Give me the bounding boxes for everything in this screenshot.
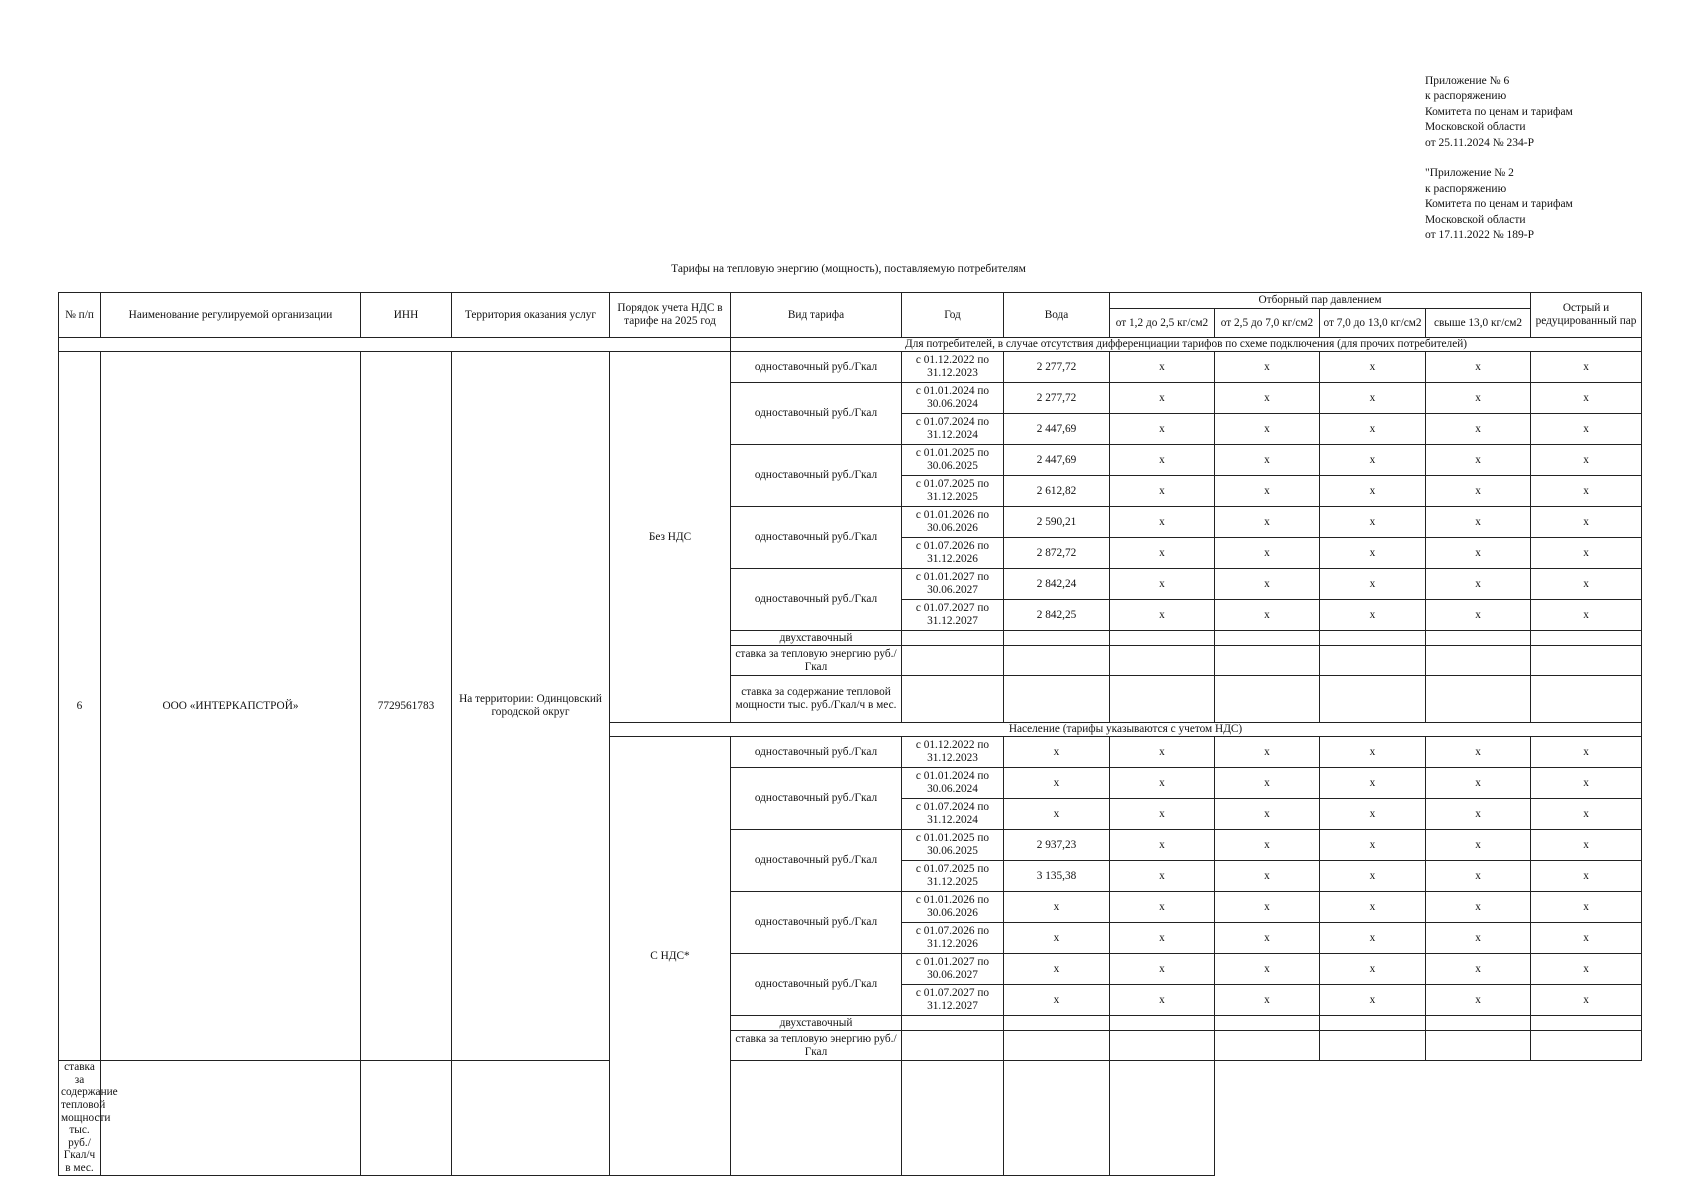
empty-cell — [1004, 676, 1110, 723]
section-spacer — [59, 338, 731, 352]
steam-cell: x — [1110, 569, 1215, 600]
steam-cell: x — [1110, 768, 1215, 799]
steam-cell: x — [1215, 383, 1320, 414]
section-population: Население (тарифы указываются с учетом НДС) — [610, 723, 1642, 737]
empty-cell — [1110, 1031, 1215, 1061]
steam-cell: x — [1320, 600, 1426, 631]
empty-cell — [1531, 1031, 1642, 1061]
steam-cell: x — [1320, 954, 1426, 985]
period: с 01.12.2022 по 31.12.2023 — [902, 352, 1004, 383]
steam-cell: x — [1531, 861, 1642, 892]
tariff-label: одноставочный руб./Гкал — [731, 892, 902, 954]
period: с 01.01.2027 по 30.06.2027 — [902, 954, 1004, 985]
steam-cell: x — [1531, 445, 1642, 476]
water-value: 2 612,82 — [1004, 476, 1110, 507]
steam-cell: x — [1531, 892, 1642, 923]
steam-cell: x — [1215, 830, 1320, 861]
empty-cell — [731, 1061, 902, 1176]
steam-cell: x — [1426, 445, 1531, 476]
vat-with: С НДС* — [610, 737, 731, 1176]
appendix-line: Комитета по ценам и тарифам — [1425, 105, 1573, 118]
empty-cell — [1215, 676, 1320, 723]
appendix-line: Московской области — [1425, 121, 1526, 134]
header-steam-3: от 7,0 до 13,0 кг/см2 — [1320, 309, 1426, 338]
empty-cell — [1320, 1016, 1426, 1031]
steam-cell: x — [1215, 954, 1320, 985]
period: с 01.07.2024 по 31.12.2024 — [902, 414, 1004, 445]
period: с 01.01.2027 по 30.06.2027 — [902, 569, 1004, 600]
tariff-label: одноставочный руб./Гкал — [731, 768, 902, 830]
energy-rate-label: ставка за тепловую энергию руб./Гкал — [731, 1031, 902, 1061]
header-water: Вода — [1004, 293, 1110, 338]
appendix-line: "Приложение № 2 — [1425, 167, 1514, 180]
water-value: x — [1004, 985, 1110, 1016]
empty-cell — [1531, 646, 1642, 676]
steam-cell: x — [1426, 600, 1531, 631]
empty-cell — [902, 676, 1004, 723]
steam-cell: x — [1320, 445, 1426, 476]
period: с 01.07.2027 по 31.12.2027 — [902, 985, 1004, 1016]
period: с 01.01.2025 по 30.06.2025 — [902, 445, 1004, 476]
water-value: 2 277,72 — [1004, 352, 1110, 383]
empty-cell — [1110, 1016, 1215, 1031]
empty-cell — [101, 1061, 361, 1176]
appendix-note — [1425, 74, 1573, 243]
water-value: 2 937,23 — [1004, 830, 1110, 861]
capacity-rate-label: ставка за содержание тепловой мощности тыс. руб./Гкал/ч в мес. — [59, 1061, 101, 1176]
appendix-line: от 25.11.2024 № 234-Р — [1425, 136, 1535, 149]
steam-cell: x — [1531, 352, 1642, 383]
empty-cell — [1110, 676, 1215, 723]
period: с 01.07.2026 по 31.12.2026 — [902, 538, 1004, 569]
tariff-label: одноставочный руб./Гкал — [731, 830, 902, 892]
empty-cell — [902, 1031, 1004, 1061]
steam-cell: x — [1426, 352, 1531, 383]
steam-cell: x — [1531, 569, 1642, 600]
vat-without: Без НДС — [610, 352, 731, 723]
steam-cell: x — [1110, 737, 1215, 768]
steam-cell: x — [1531, 600, 1642, 631]
empty-cell — [361, 1061, 452, 1176]
empty-cell — [1004, 1061, 1110, 1176]
steam-cell: x — [1320, 768, 1426, 799]
period: с 01.07.2024 по 31.12.2024 — [902, 799, 1004, 830]
appendix-line: к распоряжению — [1425, 90, 1507, 103]
empty-cell — [1320, 631, 1426, 646]
water-value: 2 842,25 — [1004, 600, 1110, 631]
steam-cell: x — [1426, 737, 1531, 768]
steam-cell: x — [1215, 476, 1320, 507]
section-other-consumers: Для потребителей, в случае отсутствия дифференциации тарифов по схеме подключения (для прочих потребителей) — [731, 338, 1642, 352]
tariff-label: одноставочный руб./Гкал — [731, 954, 902, 1016]
steam-cell: x — [1426, 414, 1531, 445]
steam-cell: x — [1215, 569, 1320, 600]
two-part-label: двухставочный — [731, 631, 902, 646]
steam-cell: x — [1215, 414, 1320, 445]
steam-cell: x — [1531, 507, 1642, 538]
empty-cell — [1110, 646, 1215, 676]
period: с 01.07.2027 по 31.12.2027 — [902, 600, 1004, 631]
tariff-label: одноставочный руб./Гкал — [731, 507, 902, 569]
tariff-label: одноставочный руб./Гкал — [731, 737, 902, 768]
empty-cell — [1004, 1031, 1110, 1061]
period: с 01.01.2026 по 30.06.2026 — [902, 507, 1004, 538]
period: с 01.12.2022 по 31.12.2023 — [902, 737, 1004, 768]
steam-cell: x — [1531, 830, 1642, 861]
previous-appendix — [1425, 166, 1573, 243]
empty-cell — [1320, 1031, 1426, 1061]
empty-cell — [1426, 1031, 1531, 1061]
empty-cell — [1320, 676, 1426, 723]
steam-cell: x — [1426, 892, 1531, 923]
steam-cell: x — [1426, 861, 1531, 892]
steam-cell: x — [1215, 737, 1320, 768]
header-num: № п/п — [59, 293, 101, 338]
org-inn: 7729561783 — [361, 352, 452, 1061]
steam-cell: x — [1320, 892, 1426, 923]
empty-cell — [1110, 631, 1215, 646]
steam-cell: x — [1110, 892, 1215, 923]
water-value: x — [1004, 799, 1110, 830]
steam-cell: x — [1320, 538, 1426, 569]
water-value: 2 447,69 — [1004, 445, 1110, 476]
water-value: 2 590,21 — [1004, 507, 1110, 538]
header-tariff-type: Вид тарифа — [731, 293, 902, 338]
empty-cell — [1004, 646, 1110, 676]
steam-cell: x — [1110, 352, 1215, 383]
two-part-label: двухставочный — [731, 1016, 902, 1031]
empty-cell — [452, 1061, 610, 1176]
capacity-rate-label: ставка за содержание тепловой мощности тыс. руб./Гкал/ч в мес. — [731, 676, 902, 723]
empty-cell — [1320, 646, 1426, 676]
steam-cell: x — [1426, 507, 1531, 538]
period: с 01.01.2025 по 30.06.2025 — [902, 830, 1004, 861]
empty-cell — [1426, 631, 1531, 646]
steam-cell: x — [1110, 600, 1215, 631]
water-value: 2 447,69 — [1004, 414, 1110, 445]
steam-cell: x — [1215, 985, 1320, 1016]
empty-cell — [902, 631, 1004, 646]
org-name: ООО «ИНТЕРКАПСТРОЙ» — [101, 352, 361, 1061]
steam-cell: x — [1215, 923, 1320, 954]
header-territory: Территория оказания услуг — [452, 293, 610, 338]
steam-cell: x — [1110, 985, 1215, 1016]
empty-cell — [1531, 631, 1642, 646]
header-steam-2: от 2,5 до 7,0 кг/см2 — [1215, 309, 1320, 338]
steam-cell: x — [1110, 538, 1215, 569]
steam-cell: x — [1531, 923, 1642, 954]
header-sharp-steam: Острый и редуцированный пар — [1531, 293, 1642, 338]
appendix-line: от 17.11.2022 № 189-Р — [1425, 229, 1535, 242]
steam-cell: x — [1110, 414, 1215, 445]
steam-cell: x — [1110, 861, 1215, 892]
steam-cell: x — [1531, 768, 1642, 799]
steam-cell: x — [1215, 445, 1320, 476]
steam-cell: x — [1320, 352, 1426, 383]
org-territory: На территории: Одинцовский городской округ — [452, 352, 610, 1061]
steam-cell: x — [1426, 985, 1531, 1016]
tariff-label: одноставочный руб./Гкал — [731, 383, 902, 445]
period: с 01.07.2026 по 31.12.2026 — [902, 923, 1004, 954]
steam-cell: x — [1110, 383, 1215, 414]
empty-cell — [1215, 646, 1320, 676]
steam-cell: x — [1110, 830, 1215, 861]
tariff-label: одноставочный руб./Гкал — [731, 352, 902, 383]
empty-cell — [902, 646, 1004, 676]
period: с 01.01.2024 по 30.06.2024 — [902, 383, 1004, 414]
header-inn: ИНН — [361, 293, 452, 338]
steam-cell: x — [1426, 830, 1531, 861]
steam-cell: x — [1426, 383, 1531, 414]
header-vat-order: Порядок учета НДС в тарифе на 2025 год — [610, 293, 731, 338]
steam-cell: x — [1320, 737, 1426, 768]
steam-cell: x — [1320, 799, 1426, 830]
steam-cell: x — [1426, 768, 1531, 799]
period: с 01.07.2025 по 31.12.2025 — [902, 861, 1004, 892]
appendix-line: Приложение № 6 — [1425, 75, 1510, 87]
steam-cell: x — [1110, 445, 1215, 476]
steam-cell: x — [1320, 507, 1426, 538]
steam-cell: x — [1426, 569, 1531, 600]
period: с 01.01.2024 по 30.06.2024 — [902, 768, 1004, 799]
header-steam-4: свыше 13,0 кг/см2 — [1426, 309, 1531, 338]
appendix-line: Комитета по ценам и тарифам — [1425, 198, 1573, 211]
empty-cell — [1004, 1016, 1110, 1031]
current-appendix — [1425, 74, 1573, 151]
water-value: 2 277,72 — [1004, 383, 1110, 414]
steam-cell: x — [1110, 476, 1215, 507]
steam-cell: x — [1426, 538, 1531, 569]
energy-rate-label: ставка за тепловую энергию руб./Гкал — [731, 646, 902, 676]
water-value: x — [1004, 923, 1110, 954]
org-num: 6 — [59, 352, 101, 1061]
empty-cell — [902, 1061, 1004, 1176]
steam-cell: x — [1531, 737, 1642, 768]
empty-cell — [1531, 676, 1642, 723]
header-steam-1: от 1,2 до 2,5 кг/см2 — [1110, 309, 1215, 338]
water-value: 2 872,72 — [1004, 538, 1110, 569]
steam-cell: x — [1320, 923, 1426, 954]
water-value: x — [1004, 737, 1110, 768]
empty-cell — [1215, 1031, 1320, 1061]
empty-cell — [1426, 1016, 1531, 1031]
steam-cell: x — [1110, 799, 1215, 830]
tariff-label: одноставочный руб./Гкал — [731, 569, 902, 631]
steam-cell: x — [1215, 892, 1320, 923]
steam-cell: x — [1531, 383, 1642, 414]
empty-cell — [1004, 631, 1110, 646]
steam-cell: x — [1531, 985, 1642, 1016]
steam-cell: x — [1320, 569, 1426, 600]
water-value: x — [1004, 892, 1110, 923]
steam-cell: x — [1215, 538, 1320, 569]
steam-cell: x — [1110, 954, 1215, 985]
empty-cell — [902, 1016, 1004, 1031]
steam-cell: x — [1426, 799, 1531, 830]
steam-cell: x — [1531, 954, 1642, 985]
steam-cell: x — [1531, 799, 1642, 830]
steam-cell: x — [1426, 954, 1531, 985]
document-title: Тарифы на тепловую энергию (мощность), поставляемую потребителям — [671, 263, 1026, 275]
tariff-table — [58, 292, 1642, 1176]
header-year: Год — [902, 293, 1004, 338]
appendix-line: к распоряжению — [1425, 182, 1507, 195]
steam-cell: x — [1215, 768, 1320, 799]
appendix-line: Московской области — [1425, 213, 1526, 226]
steam-cell: x — [1531, 538, 1642, 569]
steam-cell: x — [1320, 861, 1426, 892]
water-value: 2 842,24 — [1004, 569, 1110, 600]
empty-cell — [1426, 676, 1531, 723]
water-value: x — [1004, 954, 1110, 985]
steam-cell: x — [1215, 507, 1320, 538]
empty-cell — [1215, 631, 1320, 646]
steam-cell: x — [1320, 476, 1426, 507]
steam-cell: x — [1320, 414, 1426, 445]
steam-cell: x — [1215, 352, 1320, 383]
empty-cell — [1531, 1016, 1642, 1031]
empty-cell — [1215, 1016, 1320, 1031]
tariff-label: одноставочный руб./Гкал — [731, 445, 902, 507]
empty-cell — [1110, 1061, 1215, 1176]
steam-cell: x — [1320, 830, 1426, 861]
header-org: Наименование регулируемой организации — [101, 293, 361, 338]
header-steam-group: Отборный пар давлением — [1110, 293, 1531, 309]
steam-cell: x — [1215, 600, 1320, 631]
steam-cell: x — [1215, 799, 1320, 830]
steam-cell: x — [1215, 861, 1320, 892]
empty-cell — [1426, 646, 1531, 676]
steam-cell: x — [1320, 383, 1426, 414]
water-value: 3 135,38 — [1004, 861, 1110, 892]
steam-cell: x — [1110, 507, 1215, 538]
steam-cell: x — [1426, 476, 1531, 507]
steam-cell: x — [1531, 476, 1642, 507]
period: с 01.07.2025 по 31.12.2025 — [902, 476, 1004, 507]
water-value: x — [1004, 768, 1110, 799]
steam-cell: x — [1426, 923, 1531, 954]
steam-cell: x — [1531, 414, 1642, 445]
period: с 01.01.2026 по 30.06.2026 — [902, 892, 1004, 923]
steam-cell: x — [1320, 985, 1426, 1016]
steam-cell: x — [1110, 923, 1215, 954]
